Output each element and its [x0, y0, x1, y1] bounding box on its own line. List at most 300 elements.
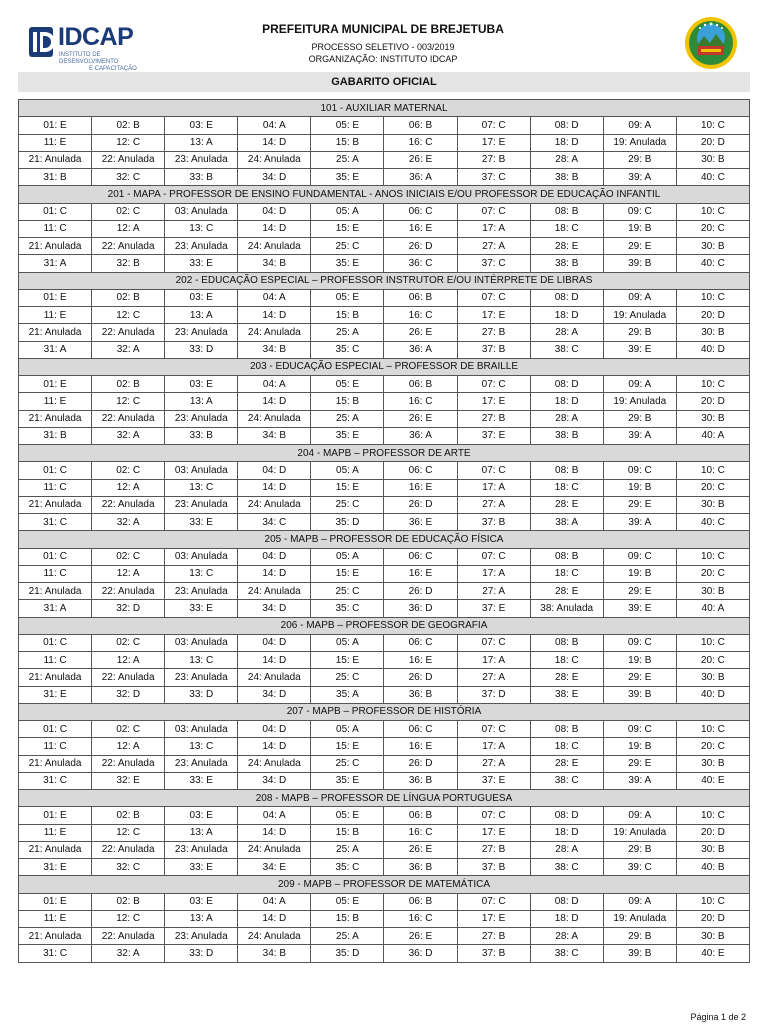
answer-cell: 01: E	[19, 893, 92, 910]
answer-cell: 27: A	[457, 669, 530, 686]
answer-cell: 26: D	[384, 238, 457, 255]
answer-cell: 19: Anulada	[603, 910, 676, 927]
answer-cell: 34: B	[238, 945, 311, 962]
answer-cell: 27: B	[457, 410, 530, 427]
answer-cell: 28: E	[530, 755, 603, 772]
answer-cell: 27: B	[457, 928, 530, 945]
answer-row	[19, 669, 750, 686]
answer-cell: 31: E	[19, 859, 92, 876]
idcap-logo	[28, 23, 158, 72]
answer-cell: 17: E	[457, 134, 530, 151]
section-title: 205 - MAPB – PROFESSOR DE EDUCAÇÃO FÍSICA	[19, 531, 750, 548]
answer-cell: 32: C	[92, 859, 165, 876]
answer-cell: 31: C	[19, 772, 92, 789]
answer-cell: 24: Anulada	[238, 151, 311, 168]
answer-cell: 40: A	[676, 600, 749, 617]
answer-cell: 09: A	[603, 289, 676, 306]
organization: ORGANIZAÇÃO: INSTITUTO IDCAP	[308, 54, 458, 64]
section-title: 101 - AUXILIAR MATERNAL	[19, 100, 750, 117]
answer-cell: 39: E	[603, 341, 676, 358]
answer-cell: 15: B	[311, 307, 384, 324]
answer-cell: 03: E	[165, 807, 238, 824]
answer-cell: 39: C	[603, 859, 676, 876]
answer-row	[19, 462, 750, 479]
answer-cell: 28: A	[530, 324, 603, 341]
answer-cell: 13: A	[165, 393, 238, 410]
answer-cell: 28: A	[530, 151, 603, 168]
answer-cell: 01: E	[19, 117, 92, 134]
answer-row	[19, 824, 750, 841]
answer-cell: 06: B	[384, 893, 457, 910]
answer-cell: 15: E	[311, 738, 384, 755]
answer-cell: 03: Anulada	[165, 721, 238, 738]
answer-row	[19, 600, 750, 617]
answer-cell: 17: A	[457, 479, 530, 496]
answer-row	[19, 203, 750, 220]
answer-cell: 04: D	[238, 721, 311, 738]
answer-cell: 05: A	[311, 548, 384, 565]
answer-cell: 38: C	[530, 341, 603, 358]
answer-cell: 18: C	[530, 479, 603, 496]
answer-row	[19, 393, 750, 410]
answer-cell: 07: C	[457, 893, 530, 910]
answer-cell: 30: B	[676, 841, 749, 858]
answer-cell: 02: C	[92, 462, 165, 479]
answer-cell: 14: D	[238, 220, 311, 237]
logo-wordmark: IDCAP	[58, 23, 134, 51]
logo-subtitle	[59, 52, 149, 73]
answer-cell: 37: B	[457, 514, 530, 531]
answer-cell: 02: B	[92, 117, 165, 134]
answer-cell: 13: C	[165, 479, 238, 496]
answer-cell: 04: D	[238, 462, 311, 479]
answer-cell: 19: B	[603, 565, 676, 582]
answer-cell: 02: B	[92, 893, 165, 910]
answer-cell: 05: E	[311, 376, 384, 393]
answer-row	[19, 255, 750, 272]
answer-row	[19, 772, 750, 789]
answer-cell: 14: D	[238, 652, 311, 669]
answer-cell: 25: A	[311, 324, 384, 341]
answer-cell: 14: D	[238, 738, 311, 755]
answer-row	[19, 652, 750, 669]
answer-cell: 35: C	[311, 600, 384, 617]
answer-row	[19, 341, 750, 358]
answer-cell: 24: Anulada	[238, 928, 311, 945]
section-header-row	[19, 790, 750, 807]
answer-cell: 23: Anulada	[165, 151, 238, 168]
answer-cell: 20: D	[676, 134, 749, 151]
answer-cell: 05: A	[311, 721, 384, 738]
answer-row	[19, 479, 750, 496]
answer-row	[19, 514, 750, 531]
answer-row	[19, 117, 750, 134]
answer-cell: 32: D	[92, 686, 165, 703]
answer-cell: 20: C	[676, 220, 749, 237]
answer-cell: 07: C	[457, 376, 530, 393]
answer-cell: 18: D	[530, 393, 603, 410]
answer-cell: 07: C	[457, 807, 530, 824]
answer-cell: 27: B	[457, 841, 530, 858]
answer-cell: 13: C	[165, 565, 238, 582]
answer-cell: 37: E	[457, 427, 530, 444]
answer-cell: 32: E	[92, 772, 165, 789]
answer-cell: 12: A	[92, 652, 165, 669]
answer-cell: 27: A	[457, 496, 530, 513]
answer-cell: 37: B	[457, 341, 530, 358]
answer-cell: 25: C	[311, 669, 384, 686]
section-title: 202 - EDUCAÇÃO ESPECIAL – PROFESSOR INSTRUTOR E/OU INTÉRPRETE DE LIBRAS	[19, 272, 750, 289]
answer-cell: 25: A	[311, 410, 384, 427]
answer-cell: 35: E	[311, 427, 384, 444]
answer-cell: 30: B	[676, 755, 749, 772]
page-title: PREFEITURA MUNICIPAL DE BREJETUBA	[262, 22, 504, 36]
section-header-row	[19, 100, 750, 117]
answer-cell: 06: B	[384, 117, 457, 134]
answer-cell: 40: C	[676, 255, 749, 272]
answer-cell: 13: A	[165, 307, 238, 324]
answer-cell: 08: D	[530, 893, 603, 910]
section-title: 209 - MAPB – PROFESSOR DE MATEMÁTICA	[19, 876, 750, 893]
answer-cell: 39: A	[603, 772, 676, 789]
answer-cell: 40: D	[676, 686, 749, 703]
answer-cell: 11: E	[19, 307, 92, 324]
answer-cell: 29: B	[603, 841, 676, 858]
answer-cell: 08: B	[530, 721, 603, 738]
answer-cell: 39: B	[603, 255, 676, 272]
answer-cell: 33: E	[165, 514, 238, 531]
answer-cell: 26: E	[384, 841, 457, 858]
answer-cell: 20: C	[676, 652, 749, 669]
answer-cell: 22: Anulada	[92, 669, 165, 686]
answer-cell: 31: A	[19, 600, 92, 617]
answer-cell: 34: C	[238, 514, 311, 531]
answer-cell: 05: A	[311, 462, 384, 479]
answer-cell: 12: A	[92, 565, 165, 582]
answer-cell: 32: B	[92, 255, 165, 272]
answer-cell: 15: E	[311, 565, 384, 582]
answer-cell: 21: Anulada	[19, 669, 92, 686]
answer-cell: 21: Anulada	[19, 841, 92, 858]
answer-cell: 23: Anulada	[165, 583, 238, 600]
answer-cell: 36: D	[384, 600, 457, 617]
answer-cell: 13: C	[165, 220, 238, 237]
answer-cell: 26: E	[384, 151, 457, 168]
answer-cell: 32: A	[92, 427, 165, 444]
answer-cell: 27: A	[457, 583, 530, 600]
answer-cell: 17: A	[457, 652, 530, 669]
answer-cell: 26: E	[384, 324, 457, 341]
answer-row	[19, 893, 750, 910]
answer-cell: 36: C	[384, 255, 457, 272]
answer-cell: 21: Anulada	[19, 151, 92, 168]
answer-cell: 08: D	[530, 289, 603, 306]
answer-cell: 10: C	[676, 548, 749, 565]
answer-cell: 31: C	[19, 514, 92, 531]
answer-cell: 01: E	[19, 289, 92, 306]
answer-cell: 17: E	[457, 393, 530, 410]
answer-cell: 01: E	[19, 807, 92, 824]
answer-cell: 19: Anulada	[603, 393, 676, 410]
answer-cell: 39: B	[603, 686, 676, 703]
answer-cell: 35: E	[311, 169, 384, 186]
answer-cell: 02: C	[92, 721, 165, 738]
answer-cell: 30: B	[676, 410, 749, 427]
answer-cell: 18: C	[530, 738, 603, 755]
answer-cell: 16: E	[384, 565, 457, 582]
answer-cell: 21: Anulada	[19, 238, 92, 255]
answer-cell: 30: B	[676, 238, 749, 255]
answer-cell: 32: D	[92, 600, 165, 617]
answer-cell: 37: E	[457, 772, 530, 789]
answer-cell: 04: A	[238, 376, 311, 393]
answer-cell: 07: C	[457, 462, 530, 479]
answer-cell: 02: B	[92, 289, 165, 306]
answer-cell: 34: B	[238, 255, 311, 272]
answer-cell: 40: C	[676, 169, 749, 186]
answer-cell: 01: C	[19, 548, 92, 565]
answer-cell: 29: B	[603, 151, 676, 168]
answer-cell: 14: D	[238, 565, 311, 582]
answer-cell: 32: A	[92, 945, 165, 962]
answer-cell: 11: E	[19, 393, 92, 410]
answer-cell: 25: C	[311, 755, 384, 772]
answer-cell: 01: C	[19, 634, 92, 651]
answer-cell: 29: E	[603, 669, 676, 686]
answer-cell: 30: B	[676, 324, 749, 341]
answer-cell: 21: Anulada	[19, 583, 92, 600]
answer-cell: 36: E	[384, 514, 457, 531]
answer-cell: 09: C	[603, 634, 676, 651]
answer-row	[19, 289, 750, 306]
answer-cell: 04: A	[238, 289, 311, 306]
answer-cell: 32: C	[92, 169, 165, 186]
answer-row	[19, 496, 750, 513]
answer-cell: 29: B	[603, 324, 676, 341]
answer-cell: 36: A	[384, 169, 457, 186]
answer-cell: 06: C	[384, 721, 457, 738]
answer-cell: 14: D	[238, 134, 311, 151]
answer-cell: 07: C	[457, 203, 530, 220]
section-header-row	[19, 272, 750, 289]
answer-cell: 38: C	[530, 945, 603, 962]
answer-cell: 07: C	[457, 289, 530, 306]
answer-cell: 09: A	[603, 893, 676, 910]
answer-cell: 21: Anulada	[19, 928, 92, 945]
answer-cell: 34: B	[238, 341, 311, 358]
answer-cell: 30: B	[676, 583, 749, 600]
answer-cell: 10: C	[676, 893, 749, 910]
answer-cell: 07: C	[457, 634, 530, 651]
section-title: 206 - MAPB – PROFESSOR DE GEOGRAFIA	[19, 617, 750, 634]
answer-cell: 22: Anulada	[92, 928, 165, 945]
answer-cell: 25: A	[311, 151, 384, 168]
answer-cell: 19: Anulada	[603, 824, 676, 841]
answer-cell: 13: A	[165, 910, 238, 927]
answer-cell: 40: E	[676, 945, 749, 962]
answer-cell: 19: Anulada	[603, 134, 676, 151]
answer-cell: 01: C	[19, 203, 92, 220]
answer-cell: 14: D	[238, 824, 311, 841]
answer-cell: 07: C	[457, 548, 530, 565]
answer-cell: 04: D	[238, 548, 311, 565]
answer-cell: 39: A	[603, 514, 676, 531]
answer-cell: 37: B	[457, 945, 530, 962]
answer-cell: 36: D	[384, 945, 457, 962]
answer-cell: 10: C	[676, 721, 749, 738]
answer-cell: 02: B	[92, 807, 165, 824]
answer-cell: 17: E	[457, 910, 530, 927]
answer-cell: 03: E	[165, 376, 238, 393]
answer-cell: 08: B	[530, 203, 603, 220]
answer-cell: 23: Anulada	[165, 669, 238, 686]
answer-row	[19, 376, 750, 393]
answer-cell: 31: E	[19, 686, 92, 703]
answer-cell: 05: A	[311, 203, 384, 220]
answer-cell: 38: B	[530, 255, 603, 272]
answer-cell: 26: D	[384, 583, 457, 600]
answer-cell: 37: D	[457, 686, 530, 703]
section-title: 207 - MAPB – PROFESSOR DE HISTÓRIA	[19, 703, 750, 720]
answer-cell: 34: B	[238, 427, 311, 444]
answer-cell: 34: D	[238, 169, 311, 186]
answer-cell: 34: D	[238, 600, 311, 617]
answer-cell: 36: A	[384, 427, 457, 444]
answer-cell: 38: E	[530, 686, 603, 703]
answer-cell: 29: E	[603, 496, 676, 513]
answer-cell: 12: A	[92, 479, 165, 496]
answer-cell: 06: B	[384, 376, 457, 393]
answer-cell: 25: C	[311, 238, 384, 255]
answer-cell: 22: Anulada	[92, 324, 165, 341]
answer-cell: 31: B	[19, 169, 92, 186]
answer-row	[19, 807, 750, 824]
answer-cell: 15: E	[311, 652, 384, 669]
answer-cell: 30: B	[676, 669, 749, 686]
answer-cell: 29: B	[603, 928, 676, 945]
answer-cell: 36: B	[384, 772, 457, 789]
answer-cell: 31: A	[19, 341, 92, 358]
answer-cell: 09: C	[603, 721, 676, 738]
answer-cell: 18: D	[530, 134, 603, 151]
answer-cell: 10: C	[676, 376, 749, 393]
answer-cell: 06: B	[384, 807, 457, 824]
answer-cell: 22: Anulada	[92, 410, 165, 427]
answer-row	[19, 169, 750, 186]
answer-cell: 40: A	[676, 427, 749, 444]
answer-cell: 16: C	[384, 393, 457, 410]
answer-cell: 22: Anulada	[92, 583, 165, 600]
answer-cell: 05: E	[311, 807, 384, 824]
answer-cell: 11: C	[19, 652, 92, 669]
answer-cell: 09: A	[603, 117, 676, 134]
answer-cell: 28: E	[530, 583, 603, 600]
answer-cell: 24: Anulada	[238, 669, 311, 686]
answer-row	[19, 841, 750, 858]
answer-cell: 15: B	[311, 824, 384, 841]
answer-cell: 33: E	[165, 255, 238, 272]
answer-cell: 33: E	[165, 600, 238, 617]
answer-cell: 25: A	[311, 928, 384, 945]
answer-cell: 36: B	[384, 686, 457, 703]
answer-cell: 24: Anulada	[238, 410, 311, 427]
answer-cell: 28: E	[530, 496, 603, 513]
answer-cell: 35: D	[311, 945, 384, 962]
answer-cell: 14: D	[238, 479, 311, 496]
answer-cell: 20: D	[676, 307, 749, 324]
answer-cell: 23: Anulada	[165, 238, 238, 255]
answer-cell: 15: B	[311, 134, 384, 151]
answer-row	[19, 945, 750, 962]
answer-row	[19, 859, 750, 876]
answer-row	[19, 151, 750, 168]
answer-cell: 38: B	[530, 427, 603, 444]
section-title: 204 - MAPB – PROFESSOR DE ARTE	[19, 445, 750, 462]
answer-cell: 13: A	[165, 824, 238, 841]
answer-cell: 05: E	[311, 117, 384, 134]
answer-cell: 24: Anulada	[238, 755, 311, 772]
answer-cell: 19: Anulada	[603, 307, 676, 324]
answer-cell: 23: Anulada	[165, 841, 238, 858]
answer-cell: 06: C	[384, 203, 457, 220]
answer-cell: 08: D	[530, 376, 603, 393]
answer-cell: 26: E	[384, 928, 457, 945]
idcap-logo-icon	[28, 26, 54, 58]
answer-cell: 02: C	[92, 634, 165, 651]
answer-cell: 27: B	[457, 324, 530, 341]
answer-cell: 21: Anulada	[19, 755, 92, 772]
answer-cell: 28: A	[530, 410, 603, 427]
answer-cell: 23: Anulada	[165, 410, 238, 427]
answer-cell: 17: A	[457, 220, 530, 237]
answer-cell: 26: D	[384, 496, 457, 513]
answer-cell: 29: E	[603, 583, 676, 600]
section-header-row	[19, 531, 750, 548]
section-title: 203 - EDUCAÇÃO ESPECIAL – PROFESSOR DE BRAILLE	[19, 358, 750, 375]
answer-cell: 31: C	[19, 945, 92, 962]
answer-cell: 38: C	[530, 772, 603, 789]
answer-key-table	[18, 99, 750, 963]
answer-cell: 17: A	[457, 565, 530, 582]
section-header-row	[19, 186, 750, 203]
answer-cell: 10: C	[676, 634, 749, 651]
answer-cell: 38: C	[530, 859, 603, 876]
answer-cell: 14: D	[238, 393, 311, 410]
answer-cell: 18: D	[530, 824, 603, 841]
answer-cell: 27: A	[457, 238, 530, 255]
answer-cell: 21: Anulada	[19, 410, 92, 427]
answer-cell: 28: E	[530, 669, 603, 686]
answer-cell: 20: D	[676, 824, 749, 841]
answer-cell: 19: B	[603, 479, 676, 496]
answer-cell: 23: Anulada	[165, 755, 238, 772]
answer-cell: 31: A	[19, 255, 92, 272]
answer-cell: 34: D	[238, 772, 311, 789]
answer-cell: 05: A	[311, 634, 384, 651]
answer-cell: 16: E	[384, 220, 457, 237]
answer-row	[19, 928, 750, 945]
answer-cell: 24: Anulada	[238, 841, 311, 858]
answer-cell: 08: D	[530, 117, 603, 134]
answer-cell: 09: A	[603, 807, 676, 824]
answer-cell: 16: C	[384, 910, 457, 927]
gabarito-title: GABARITO OFICIAL	[18, 72, 750, 92]
answer-cell: 28: A	[530, 841, 603, 858]
answer-cell: 29: B	[603, 410, 676, 427]
answer-cell: 10: C	[676, 203, 749, 220]
answer-cell: 15: B	[311, 910, 384, 927]
answer-cell: 40: E	[676, 772, 749, 789]
